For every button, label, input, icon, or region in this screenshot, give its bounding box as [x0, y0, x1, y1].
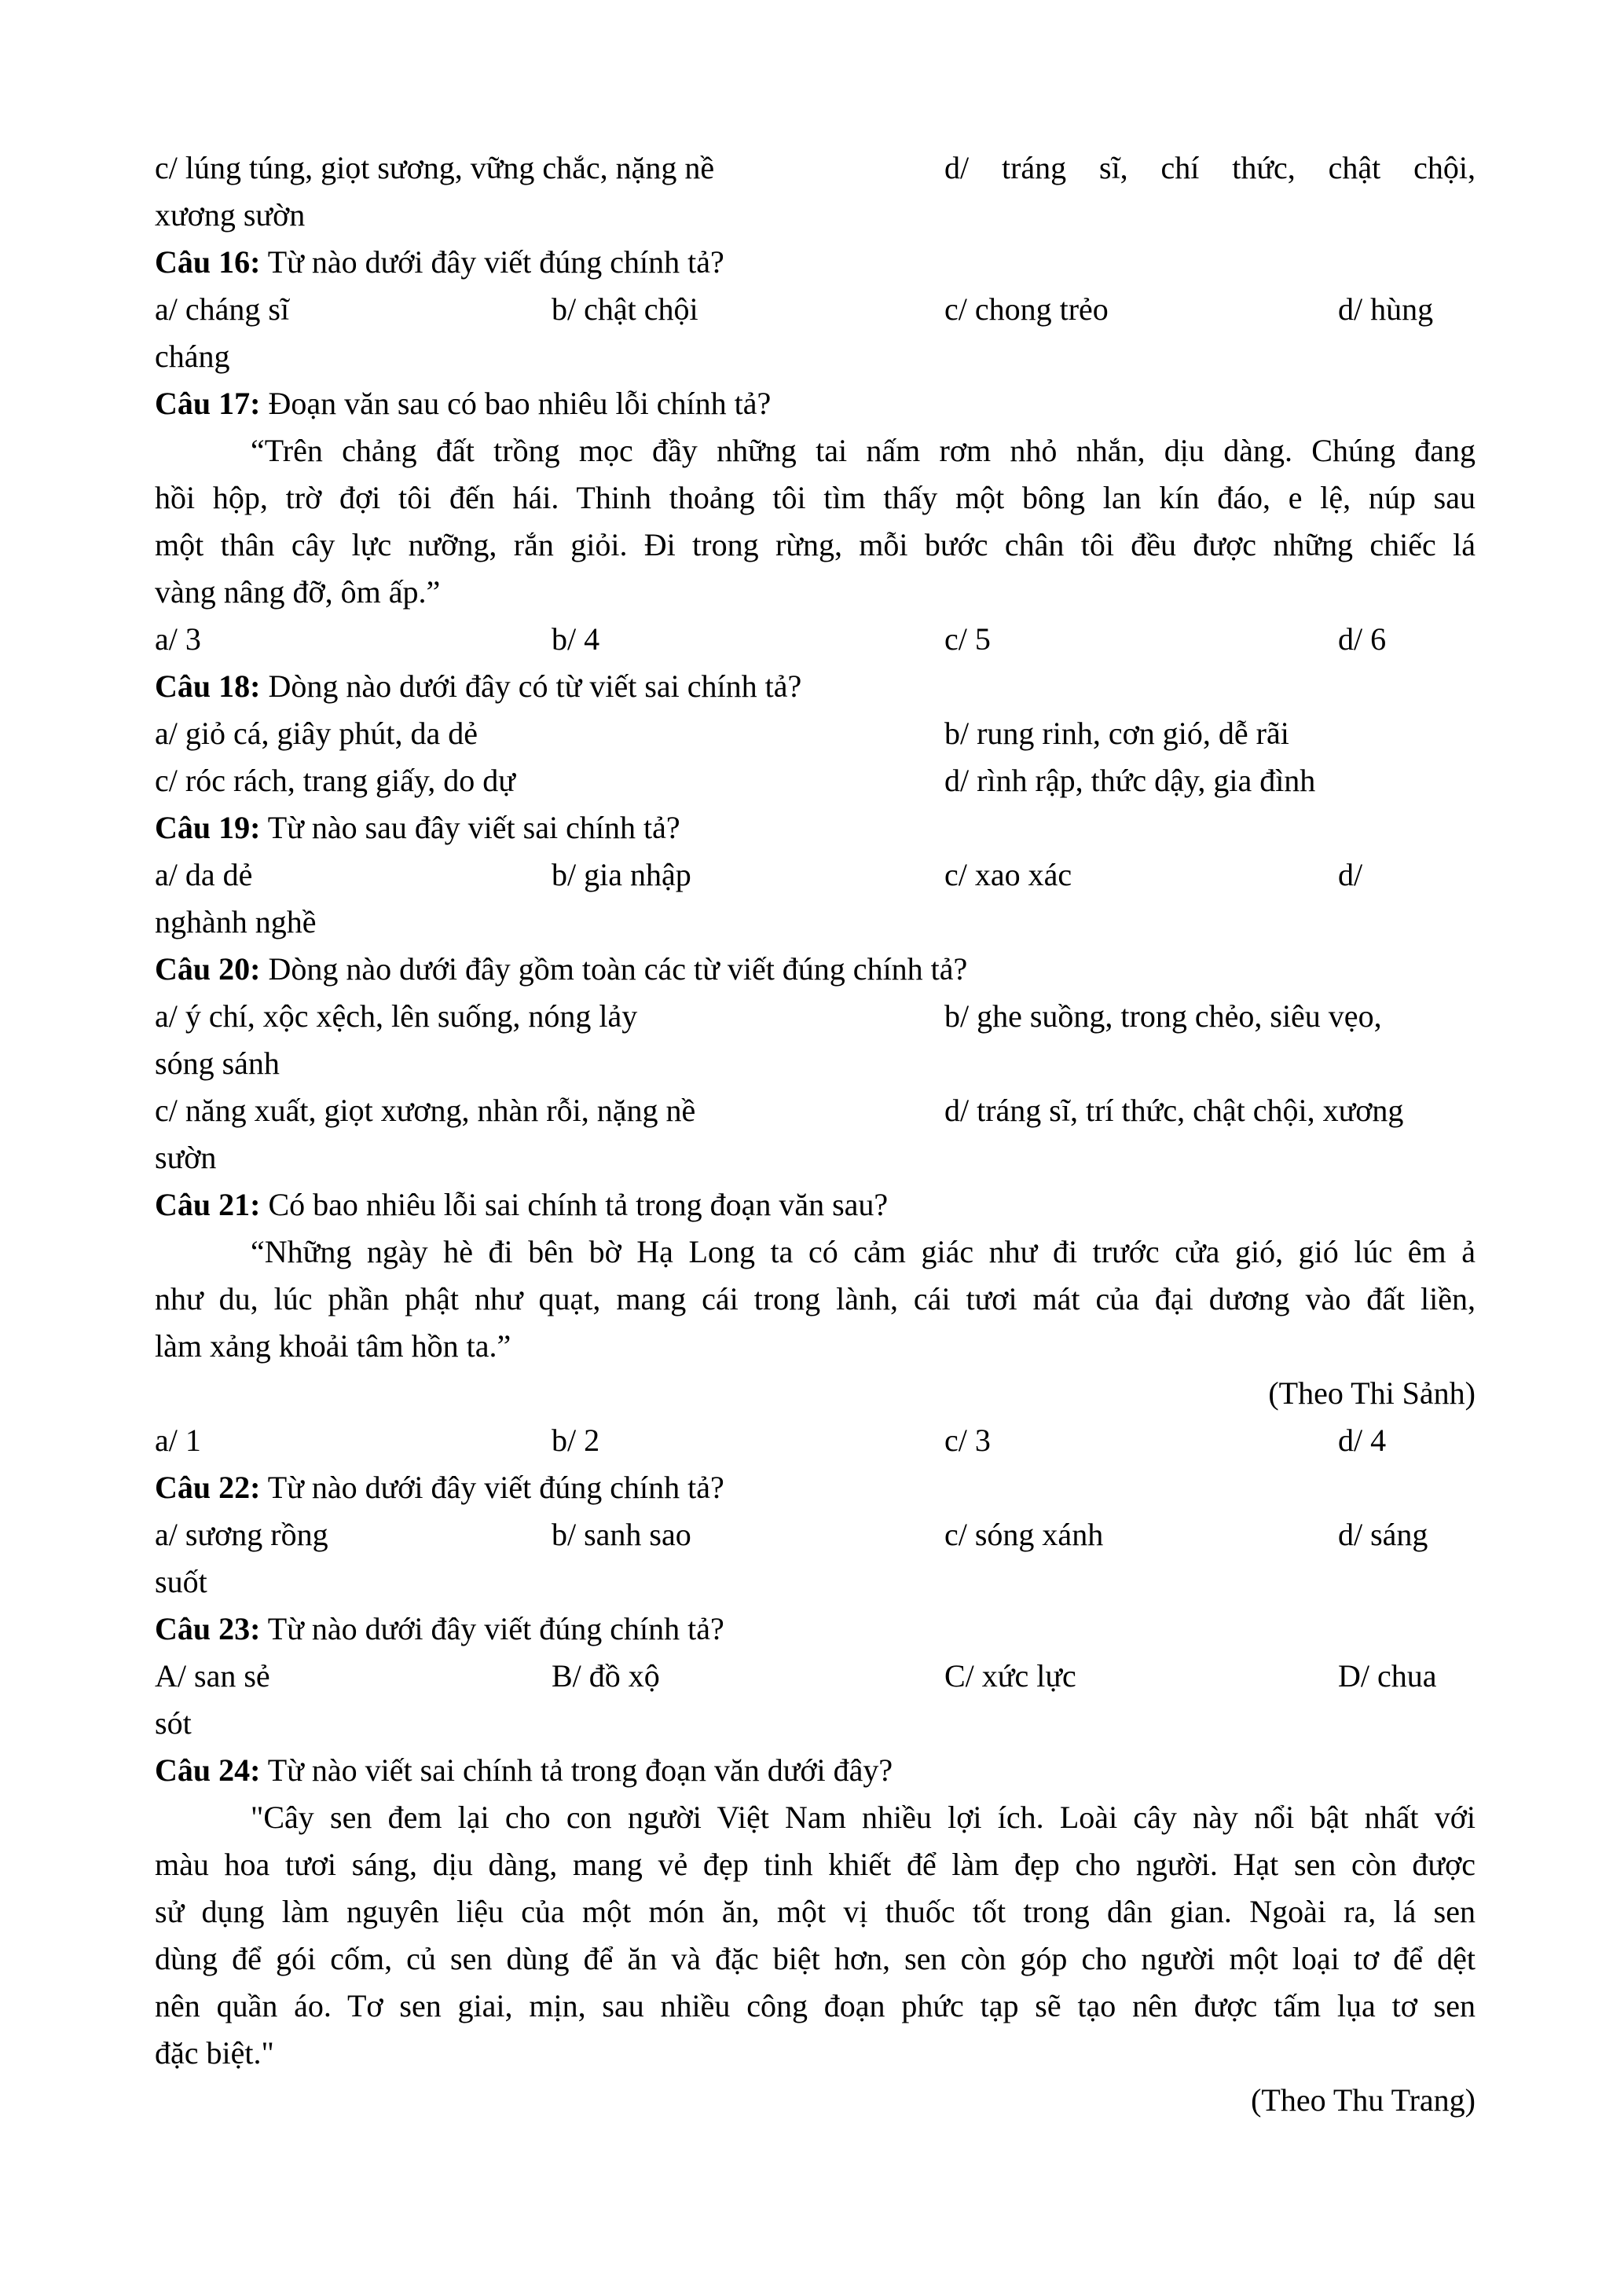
text-line [155, 333, 1476, 380]
question-number: Câu 22: [155, 1470, 261, 1505]
answer-option: a/ giỏ cá, giây phút, da dẻ [155, 716, 478, 751]
question-number: Câu 24: [155, 1752, 261, 1788]
answer-option-continuation: nghành nghề [155, 904, 317, 939]
question-text: Từ nào dưới đây viết đúng chính tả? [267, 1470, 724, 1505]
text-line [155, 145, 1476, 192]
text-line [155, 993, 1476, 1040]
answer-option: d/ 6 [1338, 621, 1387, 657]
question-text: Từ nào sau đây viết sai chính tả? [267, 810, 680, 845]
answer-option: d/ rình rập, thức dậy, gia đình [944, 763, 1316, 798]
question-number: Câu 20: [155, 951, 261, 987]
answer-option: a/ 3 [155, 621, 201, 657]
text-line [155, 757, 1476, 804]
answer-option: b/ gia nhập [552, 857, 691, 892]
passage-line: một thân cây lực nưỡng, rắn giỏi. Đi trong rừng, mỗi bước chân tôi đều được những chiếc lá [155, 527, 1476, 562]
answer-option-continuation: xương sườn [155, 197, 306, 233]
passage-source: (Theo Thu Trang) [1251, 2082, 1476, 2118]
question-prompt [155, 663, 1476, 710]
answer-option: a/ da dẻ [155, 857, 253, 892]
question-number: Câu 17: [155, 386, 261, 421]
question-number: Câu 21: [155, 1187, 261, 1222]
answer-option: b/ rung rinh, cơn gió, dễ rãi [944, 716, 1289, 751]
answer-option: D/ chua [1338, 1658, 1437, 1694]
answer-option: d/ tráng sĩ, trí thức, chật chội, xương [944, 1093, 1404, 1128]
answer-option-continuation: sườn [155, 1140, 217, 1175]
question-prompt [155, 1606, 1476, 1653]
question-number: Câu 18: [155, 668, 261, 704]
answer-option: B/ đồ xộ [552, 1658, 660, 1694]
passage-line: như du, lúc phần phật như quạt, mang cái trong lành, cái tươi mát của đại dương vào đất liền, [155, 1281, 1476, 1316]
passage-line: sử dụng làm nguyên liệu của một món ăn, một vị thuốc tốt trong dân gian. Ngoài ra, lá sen [155, 1894, 1476, 1929]
answer-option-continuation: suốt [155, 1564, 207, 1599]
answer-option: d/ sáng [1338, 1517, 1428, 1552]
passage-line: “Trên chảng đất trồng mọc đầy những tai nấm rơm nhỏ nhắn, dịu dàng. Chúng đang [251, 433, 1476, 468]
answer-option: a/ sương rồng [155, 1517, 328, 1552]
answer-option: b/ sanh sao [552, 1517, 691, 1552]
answer-option: d/ tráng sĩ, chí thức, chật chội, [944, 150, 1476, 185]
passage-line: làm xảng khoải tâm hồn ta.” [155, 1328, 511, 1364]
question-number: Câu 19: [155, 810, 261, 845]
answer-option: c/ róc rách, trang giấy, do dự [155, 763, 515, 798]
answer-option: b/ chật chội [552, 291, 698, 327]
question-prompt [155, 804, 1476, 851]
text-line [155, 710, 1476, 757]
question-text: Từ nào dưới đây viết đúng chính tả? [267, 1611, 724, 1646]
document-page [155, 145, 1476, 2124]
answer-option: b/ 2 [552, 1423, 600, 1458]
answer-option: c/ 5 [944, 621, 991, 657]
passage-source: (Theo Thi Sảnh) [1268, 1375, 1476, 1411]
passage-line: vàng nâng đỡ, ôm ấp.” [155, 574, 441, 610]
question-text: Từ nào dưới đây viết đúng chính tả? [267, 244, 724, 280]
answer-option: a/ cháng sĩ [155, 291, 290, 327]
passage-line: “Những ngày hè đi bên bờ Hạ Long ta có cảm giác như đi trước cửa gió, gió lúc êm ả [251, 1234, 1476, 1269]
question-prompt [155, 1747, 1476, 1794]
passage-line: màu hoa tươi sáng, dịu dàng, mang vẻ đẹp tinh khiết để làm đẹp cho người. Hạt sen còn được [155, 1847, 1476, 1882]
answer-option: b/ 4 [552, 621, 600, 657]
question-number: Câu 23: [155, 1611, 261, 1646]
answer-option-continuation: sóng sánh [155, 1045, 280, 1081]
answer-option: c/ năng xuất, giọt xương, nhàn rỗi, nặng nề [155, 1093, 696, 1128]
answer-option: d/ 4 [1338, 1423, 1387, 1458]
passage-line: dùng để gói cốm, củ sen dùng để ăn và đặc biệt hơn, sen còn góp cho người một loại tơ để dệt [155, 1941, 1476, 1976]
text-line [155, 1558, 1476, 1606]
answer-option: d/ hùng [1338, 291, 1434, 327]
answer-option: c/ chong trẻo [944, 291, 1109, 327]
answer-option: c/ 3 [944, 1423, 991, 1458]
text-line [155, 1417, 1476, 1464]
answer-option: b/ ghe suồng, trong chẻo, siêu vẹo, [944, 998, 1382, 1034]
answer-option: c/ xao xác [944, 857, 1072, 892]
question-prompt [155, 380, 1476, 427]
answer-option: C/ xức lực [944, 1658, 1076, 1694]
question-text: Dòng nào dưới đây gồm toàn các từ viết đúng chính tả? [268, 951, 968, 987]
text-line [155, 192, 1476, 239]
passage-line: hồi hộp, trờ đợi tôi đến hái. Thinh thoảng tôi tìm thấy một bông lan kín đáo, e lệ, núp sau [155, 480, 1476, 515]
answer-option-continuation: cháng [155, 339, 230, 374]
text-line [155, 1087, 1476, 1134]
answer-option-continuation: sót [155, 1705, 192, 1741]
text-line [155, 286, 1476, 333]
question-text: Đoạn văn sau có bao nhiêu lỗi chính tả? [268, 386, 772, 421]
question-text: Có bao nhiêu lỗi sai chính tả trong đoạn văn sau? [268, 1187, 889, 1222]
question-prompt [155, 239, 1476, 286]
text-line [155, 1653, 1476, 1700]
answer-option: a/ ý chí, xộc xệch, lên suống, nóng lảy [155, 998, 638, 1034]
passage-line: nên quần áo. Tơ sen giai, mịn, sau nhiều công đoạn phức tạp sẽ tạo nên được tấm lụa tơ sen [155, 1988, 1476, 2023]
answer-option: c/ lúng túng, giọt sương, vững chắc, nặng nề [155, 150, 715, 185]
text-line [155, 1040, 1476, 1087]
answer-option: c/ sóng xánh [944, 1517, 1104, 1552]
text-line [155, 1511, 1476, 1558]
question-prompt [155, 946, 1476, 993]
answer-option: d/ [1338, 857, 1363, 892]
passage-line: "Cây sen đem lại cho con người Việt Nam nhiều lợi ích. Loài cây này nổi bật nhất với [251, 1800, 1476, 1835]
question-text: Dòng nào dưới đây có từ viết sai chính tả? [268, 668, 802, 704]
text-line [155, 899, 1476, 946]
text-line [155, 1700, 1476, 1747]
question-text: Từ nào viết sai chính tả trong đoạn văn dưới đây? [267, 1752, 893, 1788]
text-line [155, 851, 1476, 899]
question-number: Câu 16: [155, 244, 261, 280]
text-line [155, 616, 1476, 663]
answer-option: a/ 1 [155, 1423, 201, 1458]
question-prompt [155, 1181, 1476, 1229]
answer-option: A/ san sẻ [155, 1658, 270, 1694]
passage-line: đặc biệt." [155, 2035, 274, 2071]
text-line [155, 1134, 1476, 1181]
question-prompt [155, 1464, 1476, 1511]
